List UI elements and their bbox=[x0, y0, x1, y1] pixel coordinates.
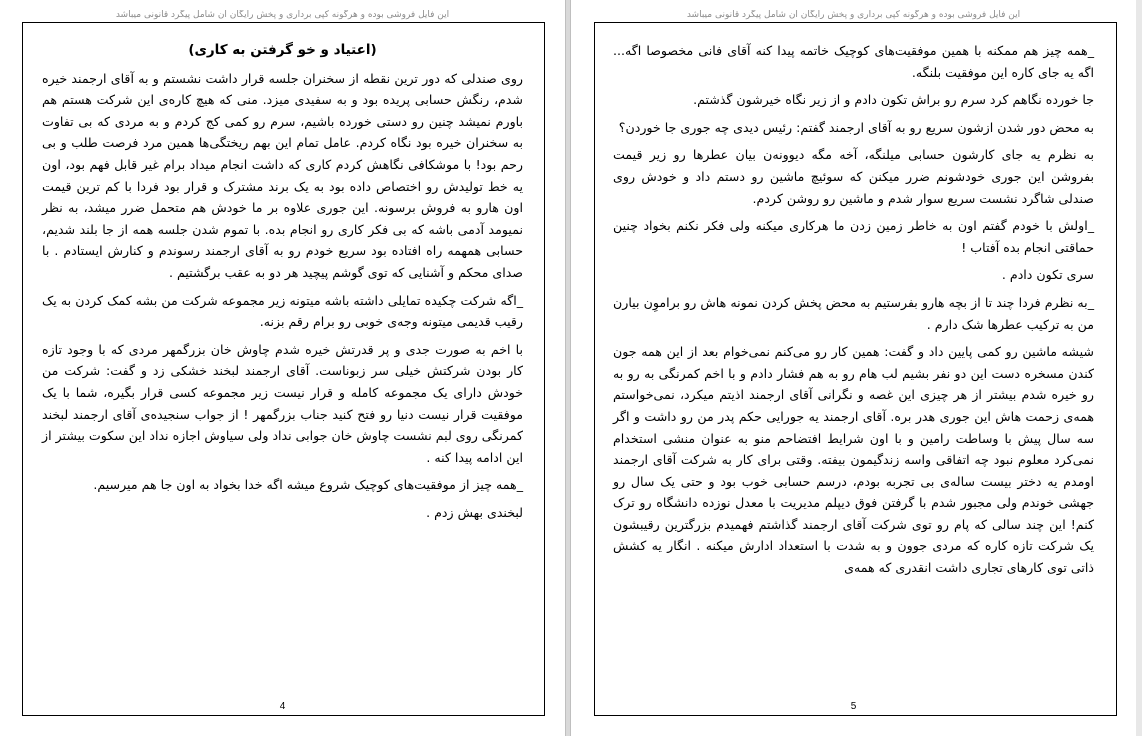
chapter-title: (اعتیاد و خو گرفتن به کاری) bbox=[188, 42, 377, 58]
paragraph: _همه چیز هم ممکنه با همین موفقیت‌های کوچیک خاتمه پیدا کنه آقای فانی مخصوصا اگه... اگه یه جای کاره این موفقیت بلنگه. bbox=[613, 43, 1094, 80]
paragraph: _همه چیز از موفقیت‌های کوچیک شروع میشه اگه خدا بخواد به اون جا هم میرسیم. bbox=[93, 477, 523, 493]
page-body bbox=[42, 40, 523, 529]
paragraph: با اخم به صورت جدی و پر قدرتش خیره شدم چاوش خان بزرگمهر مردی که با وجود تازه کار بودن شرکتش خیلی سر زبوناست. آقای ارجمند لبخند خشکی زد و گفت: شرکت من خودش دارای یک مجموعه کامله و قرار نیست زیر مجموعه کسی قرار بگیره، شما با یک موفقیت قرار نیست دنیا رو فتح کنید جناب بزرگمهر ! از جواب سنجیده‌ی آقای ارجمند لبخند کمرنگی روی لبم نشست چاوش خان جوابی نداد ولی سیاوش اجازه نداد این سکوت بیشتر از این ادامه پیدا کنه . bbox=[42, 341, 523, 465]
page-number: 4 bbox=[279, 701, 286, 712]
paragraph: _اگه شرکت چکیده تمایلی داشته باشه میتونه زیر مجموعه شرکت من بشه کمک کردن به یک رقیب قدیمی میتونه وجه‌ی خوبی رو برام رقم بزنه. bbox=[42, 292, 523, 330]
paragraph: سری تکون دادم . bbox=[1001, 267, 1094, 283]
paragraph: _اولش با خودم گفتم اون به خاطر زمین زدن ما هرکاری میکنه ولی فکر نکنم بخواد چنین حماقتی انجام بده آفتاب ! bbox=[613, 218, 1094, 255]
paragraph: جا خورده نگاهم کرد سرم رو براش تکون دادم و از زیر نگاه خیرشون گذشتم. bbox=[693, 92, 1094, 108]
paragraph: لبخندی بهش زدم . bbox=[426, 504, 523, 520]
paragraph: _به نظرم فردا چند تا از بچه هارو بفرستیم به محض پخش کردن نمونه هاش رو براموِن بیارن من به ترکیب عطرها شک دارم . bbox=[613, 294, 1094, 332]
page-number: 5 bbox=[850, 701, 857, 712]
paragraph: به محض دور شدن ازشون سریع رو به آقای ارجمند گفتم: رئیس دیدی چه جوری جا خوردن؟ bbox=[618, 119, 1094, 135]
page-header-watermark: این فایل فروشی بوده و هرگونه کپی برداری و پخش رایگان آن شامل پیگرد قانونی میباشد bbox=[115, 10, 450, 20]
paragraph: به نظرم یه جای کارشون حسابی میلنگه، آخه مگه دیوونه‌ن بیان عطرها رو زیر قیمت بفروشن این جوری خودشونم ضرر میکنن که سوئیچ ماشین رو دستم داد و خودش روی صندلی شاگرد نشست سریع سوار شدم و ماشین رو روشن کردم. bbox=[613, 147, 1094, 206]
paragraph: روی صندلی که دور ترین نقطه از سخنران جلسه قرار داشت نشستم و به آقای ارجمند خیره شدم، رنگش حسابی پریده بود و به سفیدی میزد. منی که هیچ کاره‌ی این شرکت هستم هم باورم نمیشد چنین رو دستی خورده باشیم، سرم رو کمی کج کردم و به مردی که بی تفاوت به سخنران خیره بود نگاه کردم. عامل تمام این بهم ریختگی‌ها همین مرد فرصت طلب و بی رحم بود! با موشکافی نگاهش کردم کاری که داشت انجام میداد برام غیر قابل فهم بود، اون یه خط تولیدش رو اختصاص داده بود به یک برند مشترک و قرار بود فردا با کم ترین قیمت اون هارو به فروش برسونه. این جوری علاوه بر ما خودش هم متحمل ضرر میشد، به نظر نمیومد آدمی باشه که بی فکر کاری رو انجام بده. با تموم شدن جلسه همه از جا بلند شدیم، حسابی همهمه راه افتاده بود سریع خودم رو به آقای ارجمند رسوندم و کنارش ایستادم . با صدای محکم و آشنایی که توی گوشم پیچید هر دو به عقب برگشتیم . bbox=[42, 70, 523, 280]
left-page bbox=[0, 0, 565, 736]
page-header-watermark: این فایل فروشی بوده و هرگونه کپی برداری و پخش رایگان آن شامل پیگرد قانونی میباشد bbox=[686, 10, 1021, 20]
paragraph: شیشه ماشین رو کمی پایین داد و گفت: همین کار رو می‌کنم نمی‌خوام بعد از این همه جون کندن مسخره دست این دو نفر بشیم لب هام رو به هم فشار دادم و با اخم کمرنگی به رو به رو خیره شدم بیشتر از هر چیزی این غصه و نگرانی آقای ارجمند اذیتم میکرد، نمی‌خواستم همه‌ی زحمت هاش این جوری هدر بره. آقای ارجمند یه جورایی حکم پدر من رو داشت و اگر سه سال پیش با وساطت رامین و با اون شرایط افتضاحم منو به عنوان منشی استخدام نمی‌کرد معلوم نبود چه اتفاقی واسه زندگیمون بیفته. وقتی برای کار به شرکت آقای ارجمند اومدم یه دختر بیست ساله‌ی بی تجربه بودم، درسم حسابی خوب بود و حتی یک سال رو جهشی خوندم ولی مجبور شدم با گرفتن فوق دیپلم مدیریت با معدل نوزده دانشگاه رو ترک کنم! این چند سالی که پام رو توی شرکت آقای ارجمند گذاشتم فهمیدم بزرگترین رقیبشون یک شرکت تازه کاره که مردی جوون و به شدت با استعداد ادارش میکنه . انگار یه کشش ذاتی توی کارهای تجاری داشت انقدری که همه‌ی bbox=[613, 344, 1094, 576]
right-page bbox=[571, 0, 1136, 736]
page-body bbox=[613, 40, 1094, 585]
